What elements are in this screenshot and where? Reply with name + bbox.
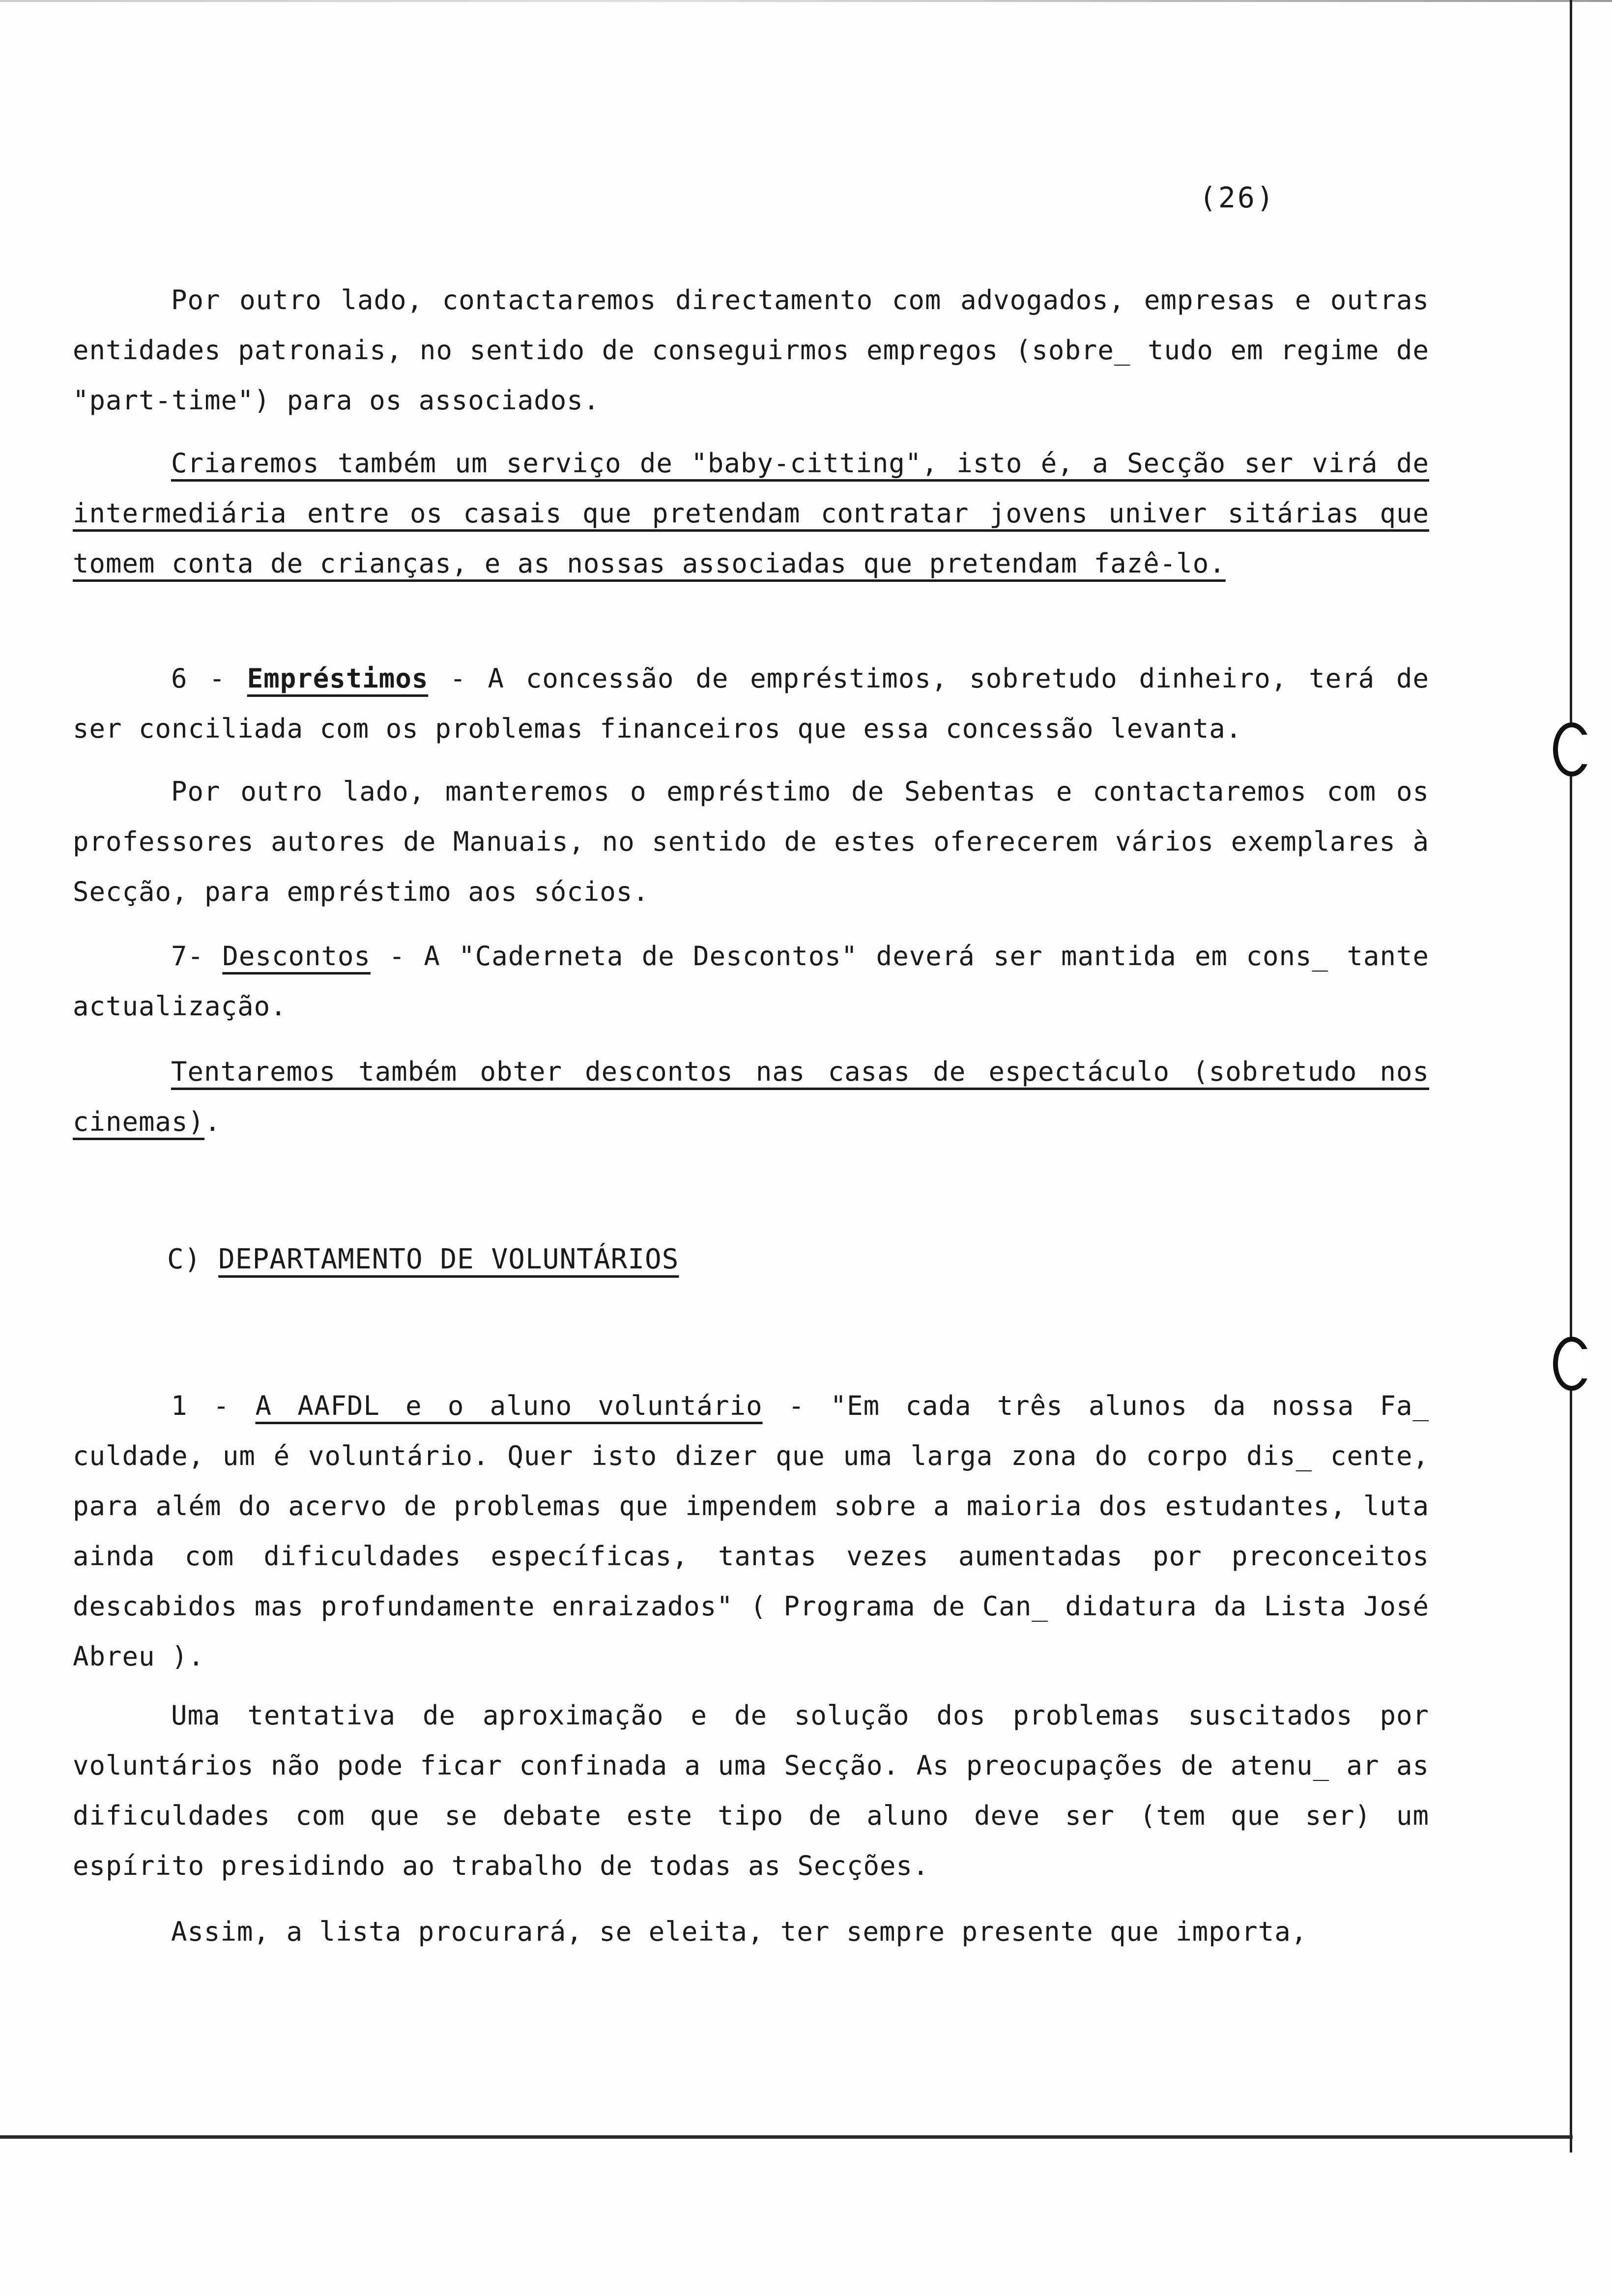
paragraph-end: . xyxy=(204,1106,221,1137)
paragraph-text: - A concessão de empréstimos, sobretudo dinheiro, terá de ser conciliada com os problemas financeiros que essa concessão levanta. xyxy=(73,663,1429,744)
item-number: 1 - xyxy=(171,1390,256,1421)
punch-hole-icon xyxy=(1553,722,1590,776)
paragraph-text: Por outro lado, manteremos o empréstimo de Sebentas e contactaremos com os professores autores de Manuais, no sentido de estes oferecerem vários exemplares à Secção, para empréstimo aos sócios. xyxy=(73,776,1429,907)
page-bottom-edge xyxy=(0,2135,1573,2139)
section-heading xyxy=(167,1243,679,1275)
punch-hole-icon xyxy=(1553,1337,1590,1391)
page-number: (26) xyxy=(1199,181,1276,214)
page-top-edge xyxy=(0,0,1612,2)
paragraph-shows xyxy=(73,1047,1429,1147)
paragraph-approach xyxy=(73,1691,1429,1891)
paragraph-volunteer-student xyxy=(73,1381,1429,1682)
item-number: 6 - xyxy=(171,663,247,694)
paragraph-textbooks xyxy=(73,767,1429,917)
item-number: 7- xyxy=(171,941,223,972)
paragraph-conclusion xyxy=(73,1907,1429,1957)
item-title: Descontos xyxy=(222,941,371,972)
paragraph-loans xyxy=(73,654,1429,754)
paragraph-text: - A "Caderneta de Descontos" deverá ser mantida em cons_ tante actualização. xyxy=(73,941,1429,1022)
paragraph-text: Criaremos também um serviço de "baby-citting", isto é, a Secção ser virá de intermediária entre os casais que pretendam contratar jovens univer sitárias que tomem conta de crianças, e as nossas associadas que pretendam fazê-lo. xyxy=(73,448,1429,579)
page-right-edge xyxy=(1570,0,1572,2152)
item-title: Empréstimos xyxy=(247,663,429,694)
paragraph-text: Tentaremos também obter descontos nas casas de espectáculo (sobretudo nos cinemas) xyxy=(73,1056,1429,1137)
paragraph-employment xyxy=(73,275,1429,426)
paragraph-text: Por outro lado, contactaremos directamento com advogados, empresas e outras entidades patronais, no sentido de conseguirmos empregos (sobre_ tudo em regime de "part-time") para os associados. xyxy=(73,285,1429,416)
paragraph-baby-sitting xyxy=(73,438,1429,589)
paragraph-text: - "Em cada três alunos da nossa Fa_ culdade, um é voluntário. Quer isto dizer que uma larga zona do corpo dis_ cente, para além do acervo de problemas que impendem sobre a maioria dos estudantes, luta ainda com dificuldades específicas, tantas vezes aumentadas por preconceitos descabidos mas profundamente enraizados" ( Programa de Can_ didatura da Lista José Abreu ). xyxy=(73,1390,1429,1672)
heading-title: DEPARTAMENTO DE VOLUNTÁRIOS xyxy=(218,1243,679,1275)
item-title: A AAFDL e o aluno voluntário xyxy=(255,1390,763,1421)
paragraph-discounts xyxy=(73,931,1429,1032)
paragraph-text: Assim, a lista procurará, se eleita, ter sempre presente que importa, xyxy=(171,1916,1308,1947)
heading-prefix: C) xyxy=(167,1243,219,1275)
paragraph-text: Uma tentativa de aproximação e de solução dos problemas suscitados por voluntários não pode ficar confinada a uma Secção. As preocupações de atenu_ ar as dificuldades com que se debate este tipo de aluno deve ser (tem que ser) um espírito presidindo ao trabalho de todas as Secções. xyxy=(73,1700,1429,1881)
